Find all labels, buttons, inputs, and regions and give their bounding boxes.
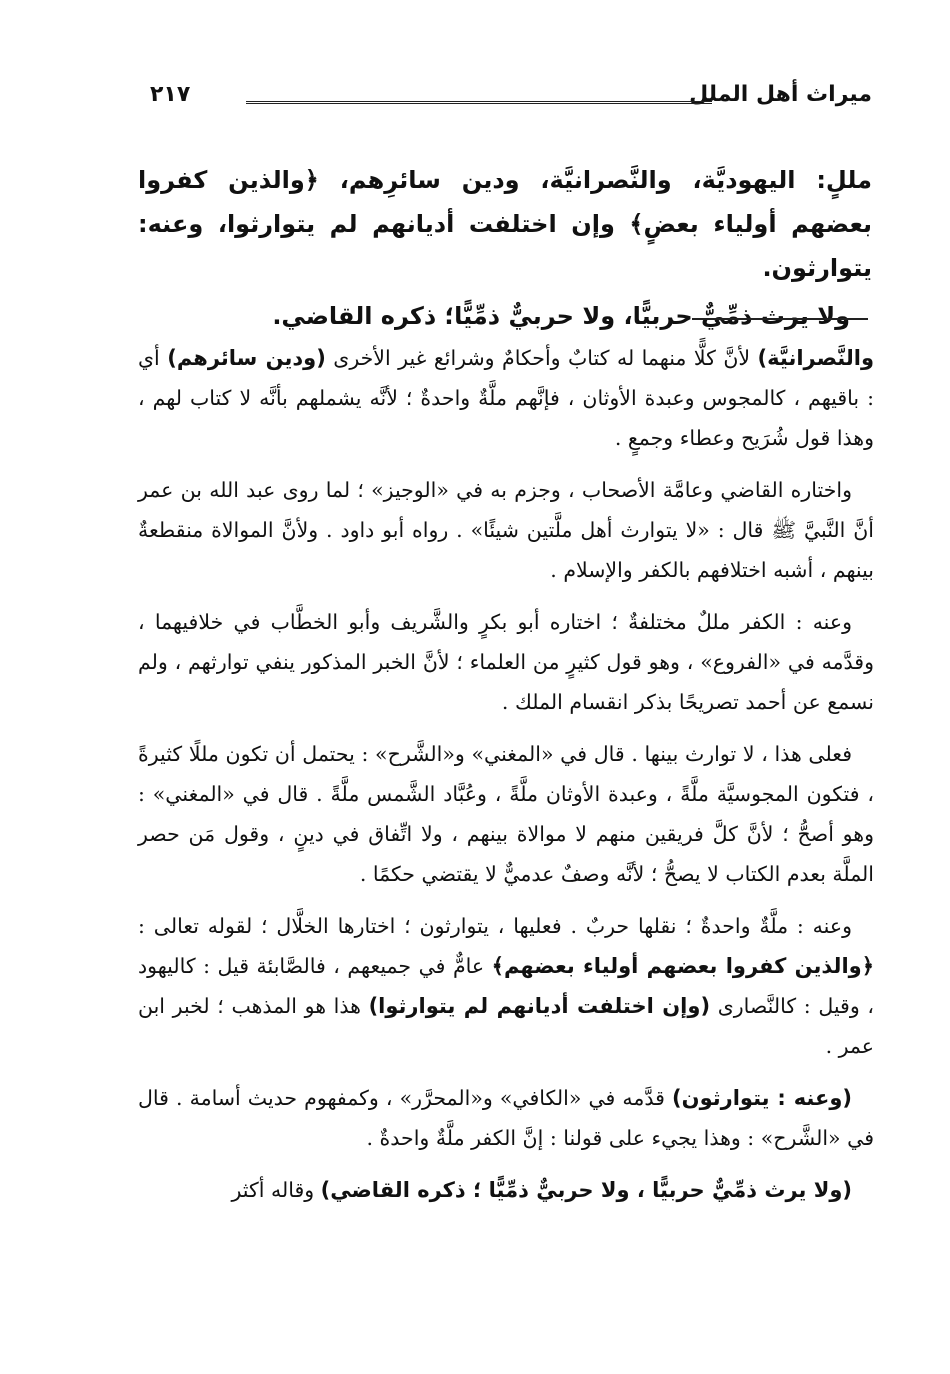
quoted-text: (وعنه : يتوارثون) [672,1086,852,1110]
commentary-text: عامٌّ في جميعهم ، فالصَّابئة قيل : كاليهود ، وقيل : كالنَّصارى [138,954,874,1018]
commentary-paragraph [138,1170,874,1210]
quoted-verse: ﴿والذين كفروا بعضهم أولياء بعضهم﴾ [491,954,874,978]
commentary-paragraph: وعنه : الكفر مللٌ مختلفةٌ ؛ اختاره أبو بكرٍ والشَّريف وأبو الخطَّاب في خلافيهما ، وقدَّمه في «الفروع» ، وهو قول كثيرٍ من العلماء ؛ لأنَّ الخبر المذكور ينفي توارثهم ، ولم نسمع عن أحمد تصريحًا بذكر انقسام الملك . [138,610,874,714]
commentary-text: لأنَّ كلًّا منهما له كتابٌ وأحكامٌ وشرائع غير الأخرى [325,346,758,370]
header-rule [246,101,712,104]
commentary-paragraph [138,338,874,458]
commentary-paragraph: فعلى هذا ، لا توارث بينها . قال في «المغني» و«الشَّرح» : يحتمل أن تكون مللًا كثيرةً ، فتكون المجوسيَّة ملَّةً ، وعبدة الأوثان ملَّةً ، وعُبَّاد الشَّمس ملَّةً . قال في «المغني» : وهو أصحُّ ؛ لأنَّ كلَّ فريقين منهم لا موالاة بينهم ، ولا اتِّفاق في دينٍ ، وقول مَن حصر الملَّة بعدم الكتاب لا يصحُّ ؛ لأنَّه وصفٌ عدميٌّ لا يقتضي حكمًا . [138,742,874,886]
quoted-text: والنَّصرانيَّة) [757,346,875,370]
commentary-text: وقاله أكثر [231,1178,321,1202]
footnote-separator [692,318,868,320]
commentary-paragraph: واختاره القاضي وعامَّة الأصحاب ، وجزم به في «الوجيز» ؛ لما روى عبد الله بن عمر أنَّ النَّبيَّ ﷺ قال : «لا يتوارث أهل ملَّتين شيئًا» . رواه أبو داود . ولأنَّ الموالاة منقطعةٌ بينهم ، أشبه اختلافهم بالكفر والإسلام . [138,478,874,582]
commentary-paragraph [138,1078,874,1158]
commentary-text: هذا هو المذهب ؛ لخبر ابن عمر . [138,994,874,1058]
commentary [138,338,874,1222]
main-text-paragraph: ولا يرث ذمِّيٌّ حربيًّا، ولا حربيٌّ ذمِّيًّا؛ ذكره القاضي. [272,302,850,330]
quoted-text: (وإن اختلفت أديانهم لم يتوارثوا) [368,994,711,1018]
main-text-paragraph: مللٍ: اليهوديَّة، والنَّصرانيَّة، ودين سائرِهم، ﴿والذين كفروا بعضهم أولياء بعضٍ﴾ وإن اختلفت أديانهم لم يتوارثوا، وعنه: يتوارثون. [138,166,872,282]
commentary-text: أي : باقيهم ، كالمجوس وعبدة الأوثان ، فإنَّهم ملَّةٌ واحدةٌ ؛ لأنَّه يشملهم بأنَّه لا كتاب لهم ، وهذا قول شُرَيح وعطاء وجمعٍ . [138,346,874,450]
commentary-paragraph [138,906,874,1066]
commentary-text: وعنه : ملَّةٌ واحدةٌ ؛ نقلها حربٌ . فعليها ، يتوارثون ؛ اختارها الخلَّال ؛ لقوله تعالى : [138,914,852,938]
chapter-title: ميراث أهل الملل [689,82,872,107]
commentary-text: قدَّمه في «الكافي» و«المحرَّر» ، وكمفهوم حديث أسامة . قال في «الشَّرح» : وهذا يجيء على قولنا : إنَّ الكفر ملَّةٌ واحدةٌ . [138,1086,874,1150]
page-number: ٢١٧ [150,82,191,107]
quoted-text: (ولا يرث ذمِّيٌّ حربيًّا ، ولا حربيٌّ ذمِّيًّا ؛ ذكره القاضي) [320,1178,852,1202]
quoted-text: (ودين سائرهم) [167,346,326,370]
running-header [150,82,872,122]
main-text [138,158,872,338]
